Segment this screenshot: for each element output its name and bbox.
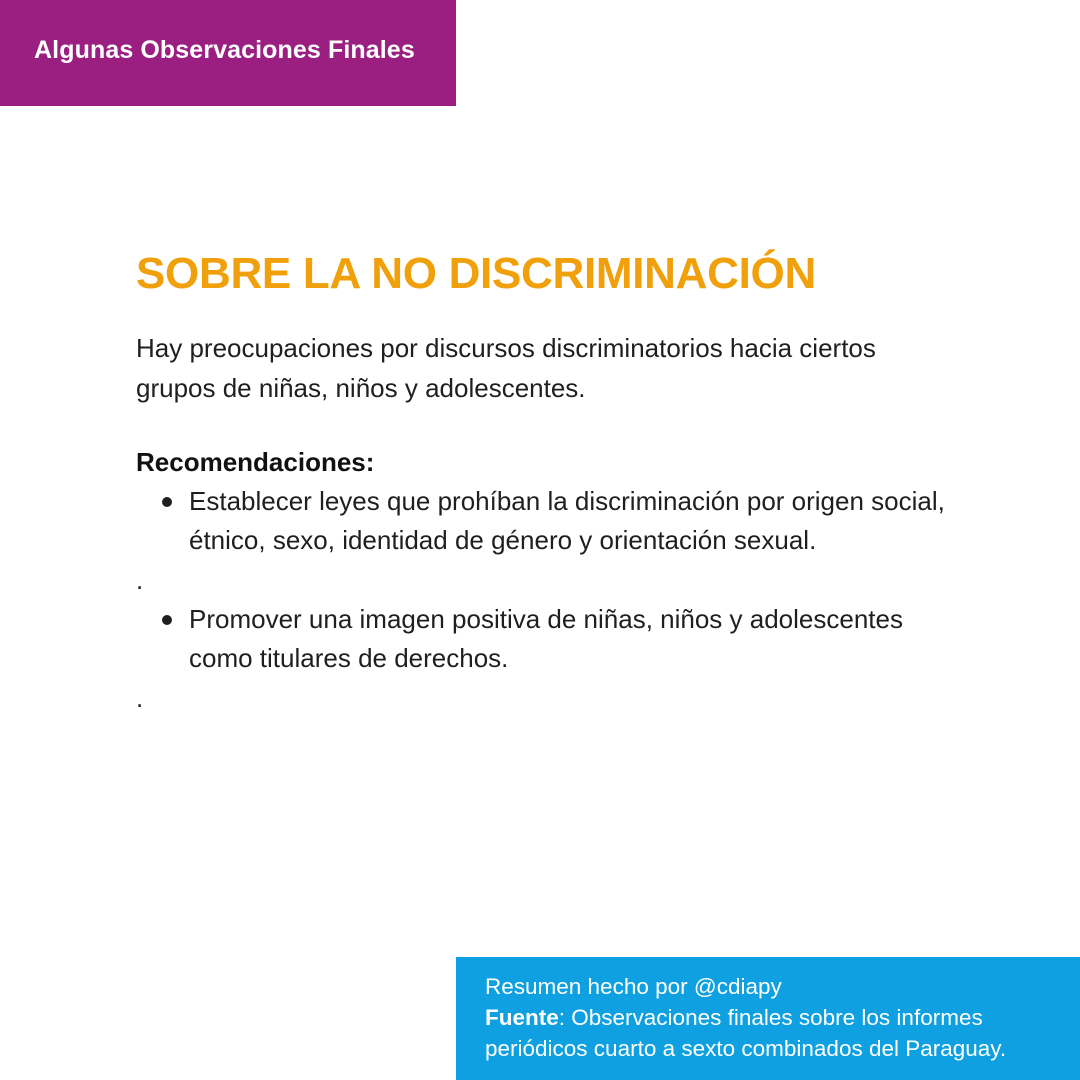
page-title: SOBRE LA NO DISCRIMINACIÓN xyxy=(136,249,816,298)
recommendation-text: Establecer leyes que prohíban la discriminación por origen social, étnico, sexo, identidad de género y orientación sexual. xyxy=(189,486,945,555)
separator-dot: . xyxy=(136,683,144,713)
bullet-icon xyxy=(162,497,172,507)
recommendations-list xyxy=(136,600,996,678)
bullet-icon xyxy=(162,615,172,625)
source-citation xyxy=(485,1002,1060,1064)
recommendation-item xyxy=(136,600,949,678)
recommendations-heading: Recomendaciones: xyxy=(136,447,375,477)
section-banner xyxy=(0,0,456,106)
separator-dot: . xyxy=(136,565,144,595)
source-footer xyxy=(456,957,1080,1080)
recommendations-list xyxy=(136,482,996,560)
recommendation-text: Promover una imagen positiva de niñas, niños y adolescentes como titulares de derechos. xyxy=(189,604,903,673)
source-text: : Observaciones finales sobre los informes periódicos cuarto a sexto combinados del Paraguay. xyxy=(485,1005,1007,1061)
recommendation-item xyxy=(136,482,949,560)
main-content xyxy=(136,246,996,718)
section-label: Algunas Observaciones Finales xyxy=(34,36,415,64)
summary-credit: Resumen hecho por @cdiapy xyxy=(485,974,782,999)
intro-paragraph: Hay preocupaciones por discursos discriminatorios hacia ciertos grupos de niñas, niños y adolescentes. xyxy=(136,333,876,403)
source-label: Fuente xyxy=(485,1005,559,1030)
